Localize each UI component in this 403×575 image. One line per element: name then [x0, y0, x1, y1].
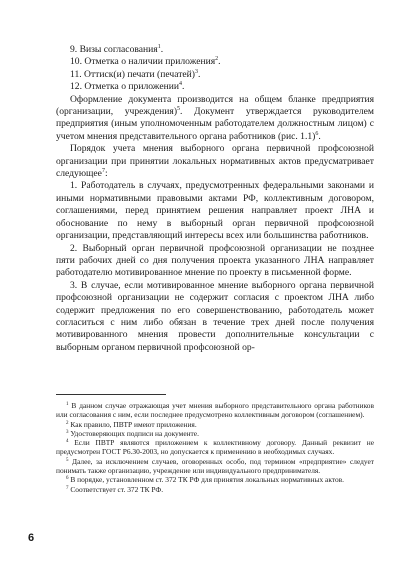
- footnote: [56, 429, 374, 438]
- footnote-number: 4: [66, 439, 69, 445]
- footnote-number: 1: [66, 402, 69, 407]
- footnotes: [56, 401, 374, 494]
- footnote-text: Удостоверяющих подписи на документе.: [70, 428, 199, 438]
- footnote-text: Если ПВТР являются приложением к коллективному договору. Данный реквизит не предусмотрен ГОСТ Р6.30-2003, но допускается к применению в необходимых случаях.: [56, 438, 374, 457]
- footnote: [56, 485, 374, 494]
- footnote: [56, 401, 374, 420]
- footnote: [56, 457, 374, 476]
- footnote-number: 7: [66, 485, 69, 491]
- footnote: [56, 420, 374, 429]
- footnote-ref: 3: [195, 68, 198, 75]
- footnote-ref: 7: [101, 168, 105, 175]
- requisites-list: [56, 44, 374, 94]
- main-text: [56, 44, 374, 354]
- paragraph-step-3: 3. В случае, если мотивированное мнение выборного органа первичной профсоюзной организации не содержит согласия с проектом ЛНА либо содержит предложения по его совершенствованию, работодатель может согласиться с ним либо обязан в течение трех дней после получения мотивированного мнения провести дополнительные консультации с выборным органом первичной профсоюзной ор-: [56, 279, 374, 353]
- footnote-text: В порядке, установленном ст. 372 ТК РФ для принятия локальных нормативных актов.: [70, 475, 344, 485]
- list-item-text: 9. Визы согласования: [70, 44, 158, 55]
- footnote-text: Как правило, ПВТР имеют приложения.: [70, 419, 197, 429]
- footnote-text: Соответствует ст. 372 ТК РФ.: [70, 484, 164, 494]
- footnote-text: В данном случае отражающая учет мнения выборного представительного органа работников или согласования с ним, если последнее предусмотрено коллективным договором (соглашением).: [56, 401, 374, 420]
- footnote: [56, 438, 374, 457]
- list-item: [56, 44, 374, 56]
- list-item-tail: .: [181, 81, 185, 93]
- paragraph-procedure: [56, 143, 374, 180]
- footnote-ref: 1: [157, 44, 161, 50]
- paragraph-text: Порядок учета мнения выборного органа первичной профсоюзной организации при принятии локальных нормативных актов предусматривает следующее: [56, 143, 374, 180]
- footnote-number: 3: [66, 429, 69, 435]
- list-item-text: 10. Отметка о наличии приложения: [70, 56, 216, 68]
- list-item: [56, 81, 374, 93]
- footnote-number: 2: [66, 420, 69, 426]
- list-item-text: 12. Отметка о приложении: [70, 81, 179, 93]
- list-item-tail: .: [160, 44, 164, 55]
- list-item-tail: .: [198, 68, 201, 80]
- list-item-text: 11. Оттиск(и) печати (печатей): [70, 68, 195, 80]
- footnote-text: Далее, за исключением случаев, оговоренных особо, под термином «предприятие» следует понимать также организацию, учреждение или индивидуального предпринимателя.: [56, 456, 374, 476]
- paragraph-step-2: 2. Выборный орган первичной профсоюзной организации не позднее пяти рабочих дней со дня получения проекта указанного ЛНА направляет работодателю мотивированное мнение по проекту в письменной форме.: [56, 242, 374, 279]
- list-item: [56, 56, 374, 68]
- footnote-ref: 2: [215, 56, 219, 63]
- paragraph-text: Оформление документа производится на общем бланке предприятия (организации, учреждения): [56, 93, 374, 118]
- footnote-divider: [56, 394, 166, 395]
- paragraph-text: :: [104, 168, 108, 180]
- footnote-number: 5: [66, 457, 69, 463]
- paragraph-text: . Документ утверждается руководителем предприятия (иным уполномоченным работодателем должностным лицом) с учетом мнения представительного органа работников (рис. 1.1): [56, 106, 374, 142]
- footnote-ref: 6: [315, 130, 319, 137]
- footnote-ref: 4: [178, 81, 182, 88]
- footnote: [56, 475, 374, 484]
- paragraph-step-1: 1. Работодатель в случаях, предусмотренных федеральными законами и иными нормативными правовыми актами РФ, коллективным договором, соглашениями, перед принятием решения направляет проект ЛНА и обоснование по нему в выборный орган первичной профсоюзной организации, представляющий интересы всех или большинства работников.: [56, 180, 374, 242]
- paragraph-text: .: [318, 130, 321, 142]
- list-item: [56, 69, 374, 81]
- page-number: 6: [28, 532, 35, 544]
- footnote-number: 6: [66, 476, 69, 482]
- paragraph-formatting: [56, 94, 374, 144]
- list-item-tail: .: [218, 56, 221, 68]
- footnote-ref: 5: [177, 106, 181, 113]
